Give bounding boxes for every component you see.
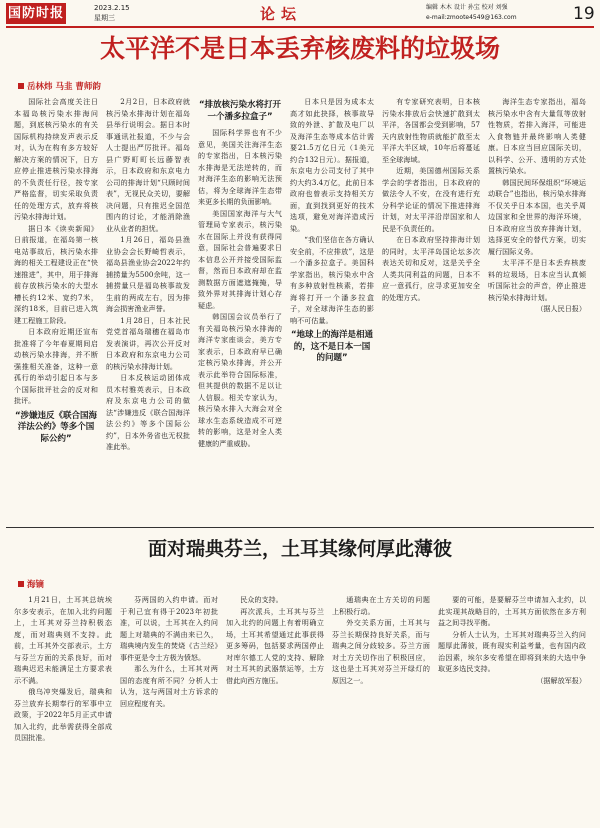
masthead	[6, 3, 594, 25]
newspaper-logo[interactable]: 国防时报	[6, 3, 66, 24]
paragraph: 在日本政府坚持排海计划的同时，太平洋岛国论坛多次表达关切和反对，这是关乎全人类共同利益的问题，日本不应一意孤行，应寻求更加安全的处理方式。	[382, 235, 480, 302]
article2-source-credit: （据解放军报）	[536, 675, 586, 685]
article1-authors: 岳林炜 马韭 曹师韵	[27, 82, 101, 92]
paragraph: 1月21日，土耳其总统埃尔多安表示，在加入北约问题上，土耳其对芬兰持积极态度，而对瑞典则不支持。此前，土耳其外交部表示，土方与芬兰方面的关系良好，而对瑞典迟迟未能满足土方要求表示不满。	[14, 595, 112, 685]
paragraph: 通瑞典在土方关切的问题上积极行动。	[332, 595, 430, 616]
paragraph: 近期，美国德州国际关系学会的学者指出，日本政府的做法令人不安，在没有进行充分科学论证的情况下推进排海计划，对太平洋沿岸国家和人民是不负责任的。	[382, 166, 480, 233]
article1-subhead-2: “排放核污染水将打开一个潘多拉盒子”	[198, 100, 282, 122]
paragraph: 2月2日，日本政府就核污染水排海计划在福岛县举行说明会。据日本时事通讯社报道，不少与会人士提出严厉批评。福岛县广野町町长远藤智表示，日本政府和东京电力公司的排海计划“只顾时间表”，无视民众关切，要解决问题，只有推迟全国范围内的讨论，才能消除渔业从业者的担忧。	[106, 97, 190, 233]
article1-column-1	[14, 96, 98, 524]
article1-subhead-1: “涉嫌违反《联合国海洋法公约》等多个国际公约”	[14, 410, 98, 444]
issue-date: 2023.2.15	[94, 4, 130, 12]
paragraph: 有专家研究表明，日本核污染水排放后会快速扩散到太平洋，各国都会受到影响，57天内放射性物质就能扩散至太平洋大半区域，10年后将蔓延至全球海域。	[382, 97, 480, 164]
paragraph: 韩国民间环保组织“环境运动联合”也指出，核污染水排海不仅关乎日本本国，也关乎周边国家和全世界的海洋环境，日本政府应当放弃排海计划，选择更安全的替代方案，切实履行国际义务。	[488, 177, 586, 256]
page-number: 19	[573, 4, 595, 24]
paragraph: 1月26日，福岛县渔业协会会长野崎哲表示，福岛县渔业协会2022年约捕捞量为5500余吨，这一捕捞量只是福岛核事故发生前的两成左右，因为排海会损害渔业声誉。	[106, 235, 190, 313]
paragraph: 芬两国的入约申请。而对于利己宜有得于2023年初批准，可以说，土耳其在入约问题上对瑞典的不满由来已久，瑞典境内发生的焚烧《古兰经》事件更是令土方极为愤怒。	[120, 595, 218, 662]
article2-column-2	[120, 594, 218, 824]
contact-email[interactable]: e-mail:zmoote4549@163.com	[426, 14, 517, 21]
article1-subhead-3: “地球上的海洋是相通的，这不是日本一国的问题”	[290, 330, 374, 363]
paragraph: 美国国家海洋与大气管理局专家表示，核污染水在国际上并没有获得同意，国际社会普遍要求日本信息公开并接受国际监督，然而日本政府却在监测数据方面遮遮掩掩，导致外界对其排海计划心存疑虑。	[198, 208, 282, 310]
article-divider	[6, 527, 594, 528]
masthead-rule	[6, 26, 594, 28]
article2-column-1	[14, 594, 112, 824]
paragraph: 外交关系方面，土耳其与芬兰长期保持良好关系，而与瑞典之间分歧较多。芬兰方面对土方关切作出了积极回应，这也是土耳其对芬兰开绿灯的原因之一。	[332, 618, 430, 685]
paragraph: 据日本《读卖新闻》日前报道，在福岛第一核电站事故后，核污染水排海的相关工程建设正在“快速推进”，其中，用于排海前存放核污染水的大型水槽长约12米、宽约7米，深约18米，目前已进入筑建工程施工阶段。	[14, 223, 98, 325]
article1-column-2	[106, 96, 190, 524]
paragraph: 日本只是因为成本太高才如此抉择，核事故导致的外泄、扩散及电厂以及海洋生态等成本估计需要21.5万亿日元（1美元约合132日元）。据报道，东京电力公司支付了其中约大约3.4万亿，此前日本政府也曾表示支持相关方面，直到找到更好的技术选项，避免对海洋造成污染。	[290, 97, 374, 233]
article1-column-6	[488, 96, 586, 524]
section-title: 论坛	[260, 5, 303, 23]
paragraph: 要的可能，是要解芬兰申请加入北约，以此实现其战略目的，土耳其方面依然在多方利益之间寻找平衡。	[438, 595, 586, 627]
article1-column-5	[382, 96, 480, 524]
paragraph: 太平洋不是日本丢弃核废料的垃圾场，日本应当认真倾听国际社会的声音，停止推进核污染水排海计划。	[488, 258, 586, 302]
byline-marker-icon	[18, 83, 24, 89]
paragraph: 日本政府近期还宣布批准将了今年春夏期间启动核污染水排海，并不断强推相关准备，这种一意孤行的举动引起日本与多个国际批评社会的反对和批评。	[14, 327, 98, 405]
paragraph: 日本反核运动团体成员木村雅英表示，日本政府及东京电力公司的做法“涉嫌违反《联合国海洋法公约》等多个国际公约”，日本外务省也无权批准此举。	[106, 373, 190, 451]
article2-column-4	[332, 594, 430, 824]
article1-column-4	[290, 96, 374, 524]
paragraph: 那么为什么，土耳其对两国的态度有所不同？分析人士认为，这与两国对土方诉求的回应程度有关。	[120, 664, 218, 708]
paragraph: 韩国国会议员举行了有关福岛核污染水排海的海洋专家座谈会，美方专家表示，日本政府早已确定核污染水排海，并公开表示此举符合国际标准，但其提供的数据不足以让人信服。相关专家认为，核污染水排入大海会对全球水生态系统造成不可逆转的影响，这是对全人类健康的严重威胁。	[198, 312, 282, 448]
paragraph: 国际科学界也有不少意见，美国关注海洋生态的专家指出，日本核污染水排海是无法逆转的，而对海洋生态的影响无法预估，将为全球海洋生态带来更多长期的负面影响。	[198, 128, 282, 206]
paragraph: 再次派兵，土耳其与芬兰加入北约的问题上有着明确立场，土耳其希望通过此事获得更多筹码，包括要求两国停止对库尔德工人党的支持、解除对土耳其的武器禁运等，土方借此向西方施压。	[226, 606, 324, 685]
paragraph: 国际社会高度关注日本福岛核污染水排海问题，到底核污染水的有关国际机构持续发声表示反对，认为在构有多方较好解决方案的情况下，日方应停止推进核污染水排海的不负责任行径，按专家严格监督，切实采取负责任的处理方式，放弃将核污染水排海计划。	[14, 97, 98, 221]
byline-marker-icon	[18, 581, 24, 587]
article1-byline	[18, 80, 101, 92]
paragraph: 1月28日，日本社民党党首福岛瑞穗在福岛市发表演讲，再次公开反对日本政府和东京电力公司的核污染水排海计划。	[106, 315, 190, 371]
article2-byline	[18, 578, 44, 590]
paragraph: 分析人士认为，土耳其对瑞典芬兰入约问题厚此薄彼，既有现实利益考量，也有国内政治因素，埃尔多安希望在即将到来的大选中争取更多选民支持。	[438, 629, 586, 673]
article1-column-3	[198, 96, 282, 524]
article1-headline[interactable]: 太平洋不是日本丢弃核废料的垃圾场	[99, 34, 500, 63]
editors-line: 编辑 木木 设计 孙宝 校对 刘强	[426, 4, 508, 11]
paragraph: 海洋生态专家指出，福岛核污染水中含有大量氚等放射性物质，若排入海洋，可能进入食物链并最终影响人类健康。日本应当回应国际关切，以科学、公开、透明的方式处置核污染水。	[488, 97, 586, 175]
article1-source-credit: （据人民日报）	[536, 304, 586, 313]
article2-column-3	[226, 594, 324, 824]
article2-author: 海镝	[27, 580, 45, 590]
paragraph: “我们坚信在各方确认安全前，不应排放”，这是一个潘多拉盒子。美国科学家指出，核污染水中含有多种放射性核素，若排海将打开一个潘多拉盒子，对全球海洋生态的影响不可估量。	[290, 235, 374, 325]
issue-weekday: 星期三	[94, 14, 115, 22]
paragraph: 民众的支持。	[240, 595, 283, 604]
paragraph: 俄乌冲突爆发后，瑞典和芬兰放弃长期奉行的军事中立政策，于2022年5月正式申请加入北约，此举需获得全部成员国批准。	[14, 687, 112, 742]
article2-column-5	[438, 594, 586, 824]
article2-headline[interactable]: 面对瑞典芬兰，土耳其缘何厚此薄彼	[147, 538, 452, 560]
